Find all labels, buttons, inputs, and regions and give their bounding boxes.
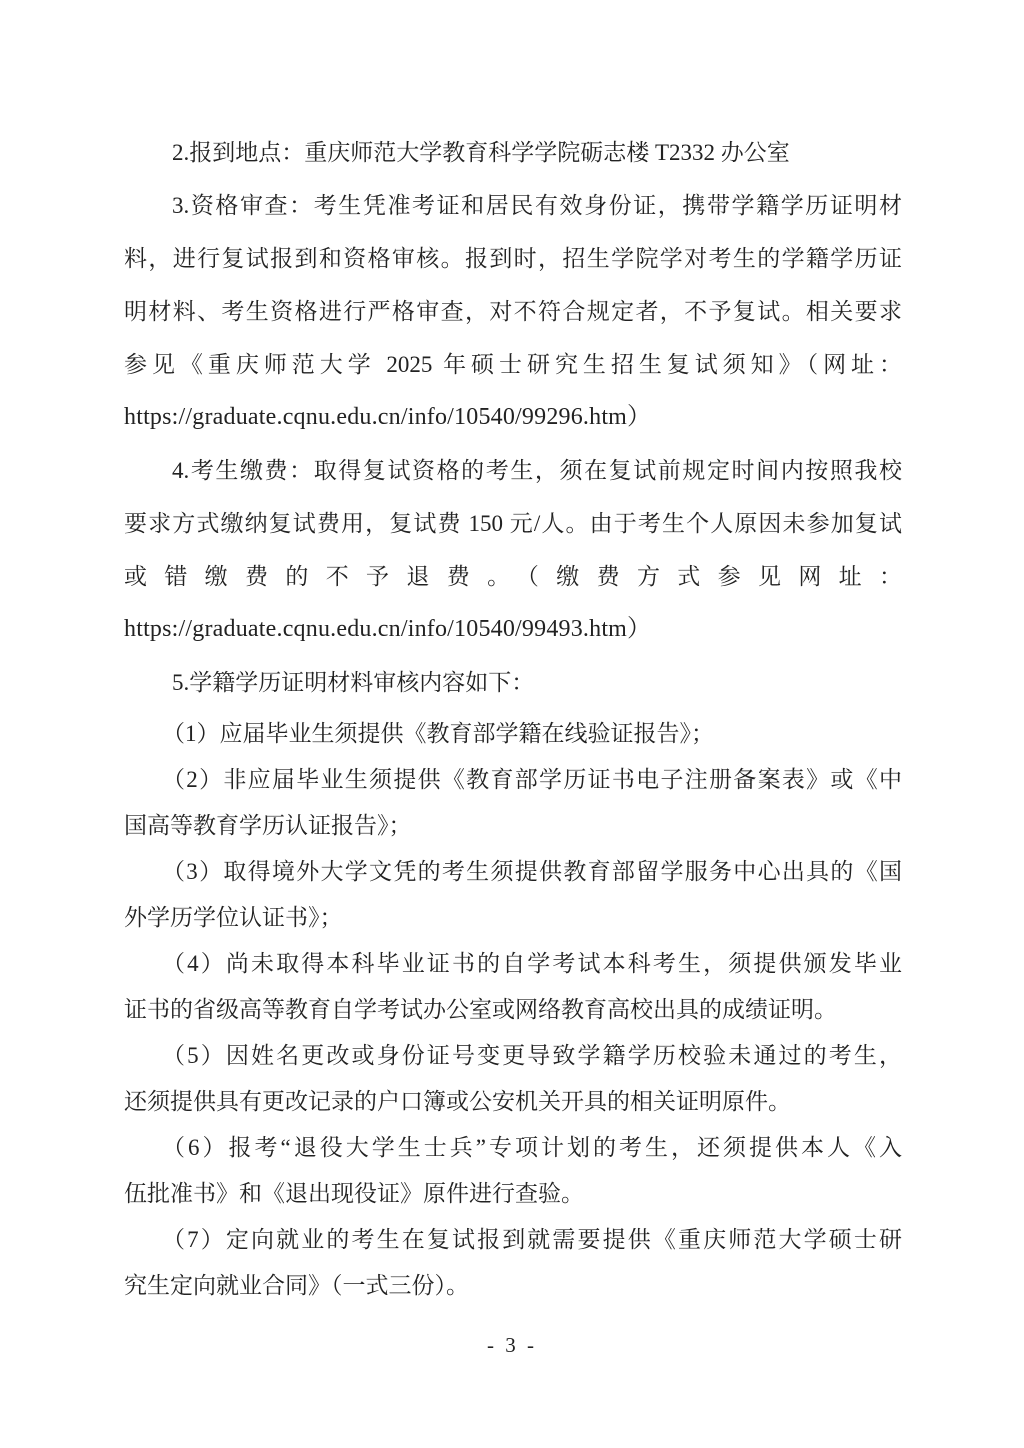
list-item-line-6a: （6）报考“退役大学生士兵”专项计划的考生，还须提供本人《入 bbox=[162, 1135, 902, 1160]
list-item-line-3a: （3）取得境外大学文凭的考生须提供教育部留学服务中心出具的《国 bbox=[162, 859, 902, 884]
paragraph-line-payment-3: 或错缴费的不予退费。（缴费方式参见网址： bbox=[124, 564, 902, 589]
paragraph-line-payment-1: 4.考生缴费：取得复试资格的考生，须在复试前规定时间内按照我校 bbox=[172, 458, 902, 483]
page-footer bbox=[0, 1330, 1024, 1360]
list-item-line-7a: （7）定向就业的考生在复试报到就需要提供《重庆师范大学硕士研 bbox=[162, 1227, 902, 1252]
list-item-line-5a: （5）因姓名更改或身份证号变更导致学籍学历校验未通过的考生， bbox=[162, 1043, 902, 1068]
list-item-line-4a: （4）尚未取得本科毕业证书的自学考试本科考生，须提供颁发毕业 bbox=[162, 951, 902, 976]
list-item-line-4b: 证书的省级高等教育自学考试办公室或网络教育高校出具的成绩证明。 bbox=[124, 997, 837, 1022]
list-item-line-6b: 伍批准书》和《退出现役证》原件进行查验。 bbox=[124, 1181, 584, 1206]
list-item-line-7b: 究生定向就业合同》（一式三份）。 bbox=[124, 1273, 469, 1298]
list-item-line-2b: 国高等教育学历认证报告》； bbox=[124, 813, 412, 838]
paragraph-line-qualification-2: 料，进行复试报到和资格审核。报到时，招生学院学对考生的学籍学历证 bbox=[124, 246, 902, 271]
page-number: - 3 - bbox=[487, 1333, 537, 1357]
paragraph-line-qualification-4: 参见《重庆师范大学 2025 年硕士研究生招生复试须知》（网址： bbox=[124, 352, 902, 377]
paragraph-line-qualification-1: 3.资格审查：考生凭准考证和居民有效身份证，携带学籍学历证明材 bbox=[172, 193, 902, 218]
body-text-upper bbox=[124, 126, 902, 709]
list-item-line-5b: 还须提供具有更改记录的户口簿或公安机关开具的相关证明原件。 bbox=[124, 1089, 791, 1114]
paragraph-line-materials-heading: 5.学籍学历证明材料审核内容如下： bbox=[172, 670, 535, 695]
list-item-line-3b: 外学历学位认证书》； bbox=[124, 905, 343, 930]
paragraph-line-qualification-3: 明材料、考生资格进行严格审查，对不符合规定者，不予复试。相关要求 bbox=[124, 299, 902, 324]
paragraph-line-payment-2: 要求方式缴纳复试费用，复试费 150 元/人。由于考生个人原因未参加复试 bbox=[124, 511, 902, 536]
url-line-payment: https://graduate.cqnu.edu.cn/info/10540/99493.htm） bbox=[124, 616, 652, 642]
list-item-line-2a: （2）非应届毕业生须提供《教育部学历证书电子注册备案表》或《中 bbox=[162, 767, 902, 792]
body-text-lower bbox=[124, 711, 902, 1309]
paragraph-line-report-location: 2.报到地点：重庆师范大学教育科学学院砺志楼 T2332 办公室 bbox=[172, 140, 790, 165]
list-item-line-1: （1）应届毕业生须提供《教育部学籍在线验证报告》； bbox=[162, 721, 714, 746]
url-line-notice: https://graduate.cqnu.edu.cn/info/10540/99296.htm） bbox=[124, 404, 652, 430]
